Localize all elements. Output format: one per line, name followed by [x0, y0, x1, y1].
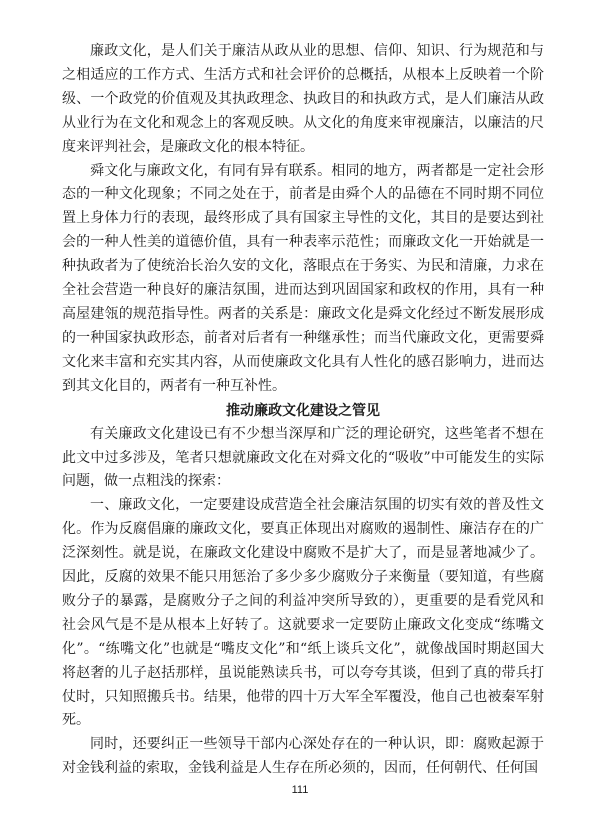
body-paragraph: 廉政文化，是人们关于廉洁从政从业的思想、信仰、知识、行为规范和与之相适应的工作方式、生活方式和社会评价的总概括，从根本上反映着一个阶级、一个政党的价值观及其执政理念、执政目的和执政方式，是人们廉洁从政从业行为在文化和观念上的客观反映。从文化的角度来审视廉洁，以廉洁的尺度来评判社会，是廉政文化的根本特征。: [62, 43, 544, 155]
page-body: [62, 40, 544, 781]
page-number: 111: [291, 784, 309, 796]
body-paragraph: 舜文化与廉政文化，有同有异有联系。相同的地方，两者都是一定社会形态的一种文化现象；不同之处在于，前者是由舜个人的品德在不同时期不同位置上身体力行的表现，最终形成了具有国家主导性的文化，其目的是要达到社会的一种人性美的道德价值，具有一种表率示范性；而廉政文化一开始就是一种执政者为了使统治长治久安的文化，落眼点在于务实、为民和清廉，力求在全社会营造一种良好的廉洁氛围，进而达到巩固国家和政权的作用，具有一种高屋建瓴的规范指导性。两者的关系是：廉政文化是舜文化经过不断发展形成的一种国家执政形态，前者对后者有一种继承性；而当代廉政文化，更需要舜文化来丰富和充实其内容，从而使廉政文化具有人性化的感召影响力，进而达到其文化目的，两者有一种互补性。: [62, 162, 544, 394]
body-paragraph: 同时，还要纠正一些领导干部内心深处存在的一种认识，即：腐败起源于对金钱利益的索取，金钱利益是人生存在所必须的，因而，任何朝代、任何国: [62, 736, 544, 777]
section-heading: 推动廉政文化建设之管见: [226, 402, 380, 419]
body-paragraph: 有关廉政文化建设已有不少想当深厚和广泛的理论研究，这些笔者不想在此文中过多涉及，笔者只想就廉政文化在对舜文化的“吸收”中可能发生的实际问题，做一点粗浅的探索：: [62, 425, 544, 490]
body-paragraph: 一、廉政文化，一定要建设成营造全社会廉洁氛围的切实有效的普及性文化。作为反腐倡廉的廉政文化，要真正体现出对腐败的遏制性、廉洁存在的广泛深刻性。就是说，在廉政文化建设中腐败不是扩大了，而是显著地减少了。因此，反腐的效果不能只用惩治了多少多少腐败分子来衡量（要知道，有些腐败分子的暴露，是腐败分子之间的利益冲突所导致的），更重要的是看党风和社会风气是不是从根本上好转了。这就要求一定要防止廉政文化变成“练嘴文化”。“练嘴文化”也就是“嘴皮文化”和“纸上谈兵文化”，就像战国时期赵国大将赵奢的儿子赵括那样，虽说能熟读兵书，可以夸夸其谈，但到了真的带兵打仗时，只知照搬兵书。结果，他带的四十万大军全军覆没，他自己也被秦军射死。: [62, 497, 544, 729]
